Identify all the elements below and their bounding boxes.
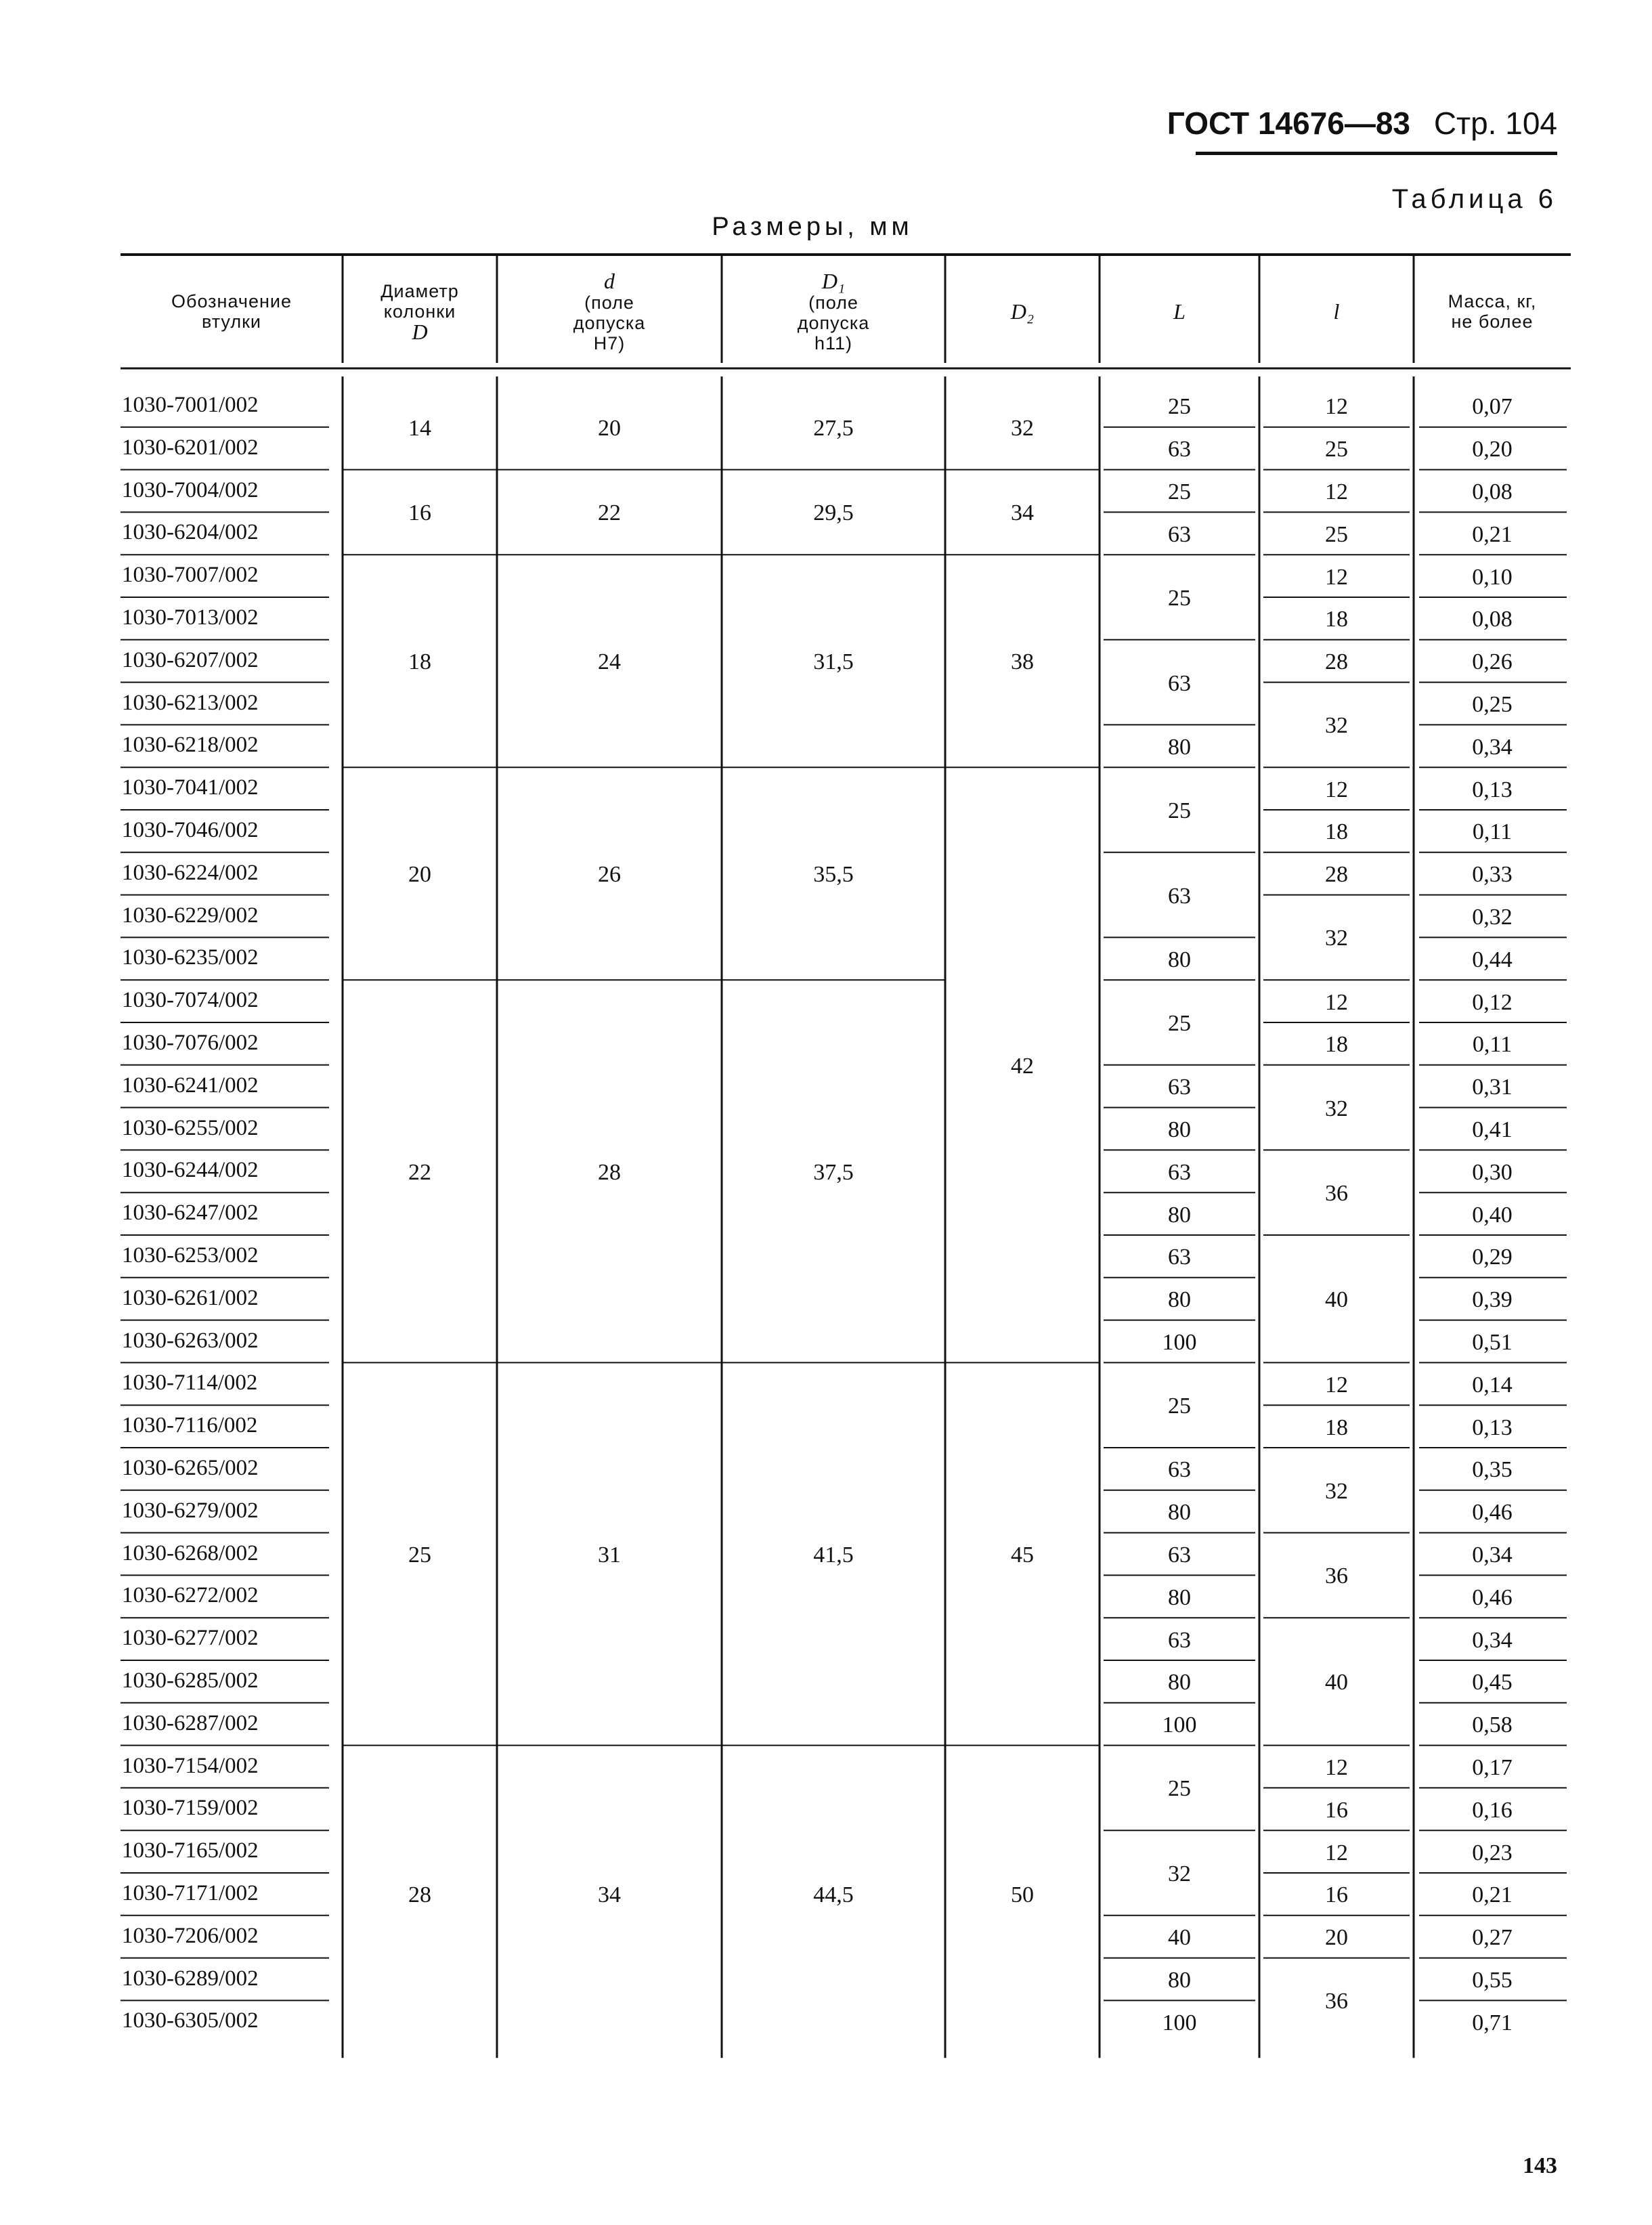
mass-cell: 0,07 — [1472, 394, 1513, 420]
l-cell: 12 — [1325, 479, 1348, 504]
designation-cell: 1030-6224/002 — [122, 860, 259, 885]
mass-cell: 0,12 — [1472, 989, 1513, 1015]
mass-cell: 0,32 — [1472, 905, 1513, 930]
mass-cell: 0,29 — [1472, 1245, 1513, 1270]
mass-cell: 0,21 — [1472, 521, 1513, 547]
D-cell: 18 — [408, 649, 431, 675]
l-cell: 25 — [1325, 437, 1348, 462]
L-cell: 40 — [1168, 1925, 1191, 1951]
mass-cell: 0,11 — [1472, 1032, 1513, 1058]
header-D — [343, 281, 497, 343]
designation-cell: 1030-7001/002 — [122, 393, 259, 417]
designation-cell: 1030-7007/002 — [122, 563, 259, 588]
header-text-line: втулки — [202, 311, 261, 332]
mass-cell: 0,31 — [1472, 1075, 1513, 1100]
l-cell: 18 — [1325, 1414, 1348, 1440]
L-cell: 80 — [1168, 1117, 1191, 1142]
d-cell: 34 — [598, 1882, 621, 1908]
L-cell: 25 — [1168, 479, 1191, 504]
designation-cell: 1030-7013/002 — [122, 605, 259, 630]
L-cell: 63 — [1168, 1542, 1191, 1568]
L-cell: 80 — [1168, 1670, 1191, 1695]
L-cell: 63 — [1168, 1075, 1191, 1100]
designation-cell: 1030-6279/002 — [122, 1498, 259, 1523]
mass-cell: 0,35 — [1472, 1457, 1513, 1483]
designation-cell: 1030-7046/002 — [122, 818, 259, 842]
L-cell: 63 — [1168, 1245, 1191, 1270]
mass-cell: 0,55 — [1472, 1968, 1513, 1993]
header-D2 — [945, 301, 1100, 323]
L-cell: 25 — [1168, 586, 1191, 611]
header-text-line: (поле — [808, 293, 858, 313]
header-text-line: колонки — [383, 301, 456, 322]
mass-cell: 0,10 — [1472, 564, 1513, 590]
header-d — [497, 271, 722, 353]
designation-cell: 1030-6289/002 — [122, 1966, 259, 1991]
header-text-line: (поле — [584, 293, 634, 313]
mass-cell: 0,34 — [1472, 1542, 1513, 1568]
designation-cell: 1030-6218/002 — [122, 733, 259, 758]
header-text-line: h11) — [814, 333, 853, 353]
l-cell: 40 — [1325, 1670, 1348, 1695]
designation-cell: 1030-7041/002 — [122, 775, 259, 800]
D2-cell: 50 — [1011, 1882, 1034, 1908]
designation-cell: 1030-6285/002 — [122, 1668, 259, 1693]
table-label: Таблица 6 — [1391, 184, 1557, 214]
header-text-line: D₂ — [1010, 299, 1035, 324]
L-cell: 63 — [1168, 437, 1191, 462]
mass-cell: 0,71 — [1472, 2010, 1513, 2035]
D1-cell: 31,5 — [813, 649, 854, 675]
designation-cell: 1030-6213/002 — [122, 690, 259, 715]
l-cell: 12 — [1325, 989, 1348, 1015]
L-cell: 80 — [1168, 1968, 1191, 1993]
l-cell: 28 — [1325, 649, 1348, 675]
mass-cell: 0,25 — [1472, 692, 1513, 717]
header-L — [1100, 301, 1259, 323]
l-cell: 18 — [1325, 819, 1348, 845]
D-cell: 16 — [408, 500, 431, 526]
designation-cell: 1030-7159/002 — [122, 1796, 259, 1821]
l-cell: 16 — [1325, 1882, 1348, 1908]
l-cell: 16 — [1325, 1797, 1348, 1823]
l-cell: 36 — [1325, 1181, 1348, 1207]
designation-cell: 1030-7206/002 — [122, 1923, 259, 1948]
header-text-line: l — [1333, 299, 1340, 324]
designation-cell: 1030-7154/002 — [122, 1753, 259, 1778]
header-text-line: Обозначение — [171, 291, 292, 311]
mass-cell: 0,14 — [1472, 1372, 1513, 1398]
page-number: 143 — [1523, 2153, 1557, 2178]
designation-cell: 1030-6287/002 — [122, 1710, 259, 1735]
header-text-line: не более — [1451, 311, 1534, 332]
designation-cell: 1030-6235/002 — [122, 945, 259, 970]
d-cell: 31 — [598, 1542, 621, 1568]
mass-cell: 0,44 — [1472, 947, 1513, 972]
L-cell: 63 — [1168, 521, 1191, 547]
L-cell: 32 — [1168, 1861, 1191, 1886]
standard-number: ГОСТ 14676—83 — [1167, 106, 1411, 141]
l-cell: 12 — [1325, 394, 1348, 420]
mass-cell: 0,23 — [1472, 1840, 1513, 1865]
L-cell: 80 — [1168, 947, 1191, 972]
l-cell: 12 — [1325, 1372, 1348, 1398]
mass-cell: 0,51 — [1472, 1330, 1513, 1355]
L-cell: 63 — [1168, 883, 1191, 909]
L-cell: 25 — [1168, 1776, 1191, 1802]
designation-cell: 1030-6207/002 — [122, 647, 259, 672]
designation-cell: 1030-7171/002 — [122, 1881, 259, 1905]
D2-cell: 34 — [1011, 500, 1034, 526]
units-label: Размеры, мм — [712, 213, 913, 241]
designation-cell: 1030-7074/002 — [122, 988, 259, 1013]
header-text-line: допуска — [573, 313, 646, 333]
mass-cell: 0,13 — [1472, 777, 1513, 802]
designation-cell: 1030-6244/002 — [122, 1158, 259, 1183]
L-cell: 100 — [1162, 1330, 1197, 1355]
header-text-line: D₁ — [821, 269, 846, 293]
mass-cell: 0,08 — [1472, 607, 1513, 632]
mass-cell: 0,30 — [1472, 1159, 1513, 1185]
mass-cell: 0,46 — [1472, 1584, 1513, 1610]
l-cell: 12 — [1325, 777, 1348, 802]
l-cell: 12 — [1325, 564, 1348, 590]
l-cell: 28 — [1325, 862, 1348, 888]
designation-cell: 1030-7165/002 — [122, 1838, 259, 1863]
L-cell: 80 — [1168, 734, 1191, 760]
designation-cell: 1030-6263/002 — [122, 1328, 259, 1353]
mass-cell: 0,41 — [1472, 1117, 1513, 1142]
d-cell: 20 — [598, 415, 621, 441]
l-cell: 40 — [1325, 1287, 1348, 1313]
mass-cell: 0,20 — [1472, 437, 1513, 462]
L-cell: 63 — [1168, 1457, 1191, 1483]
header-text-line: H7) — [593, 333, 626, 353]
L-cell: 80 — [1168, 1202, 1191, 1228]
d-cell: 26 — [598, 862, 621, 888]
header-text-line: Диаметр — [381, 281, 459, 301]
header-l — [1259, 301, 1414, 323]
designation-cell: 1030-6253/002 — [122, 1243, 259, 1268]
D1-cell: 44,5 — [813, 1882, 854, 1908]
L-cell: 63 — [1168, 1627, 1191, 1653]
L-cell: 80 — [1168, 1584, 1191, 1610]
d-cell: 22 — [598, 500, 621, 526]
D2-cell: 42 — [1011, 1053, 1034, 1079]
d-cell: 24 — [598, 649, 621, 675]
L-cell: 25 — [1168, 1394, 1191, 1419]
D-cell: 25 — [408, 1542, 431, 1568]
l-cell: 12 — [1325, 1755, 1348, 1780]
l-cell: 18 — [1325, 1032, 1348, 1058]
L-cell: 63 — [1168, 1159, 1191, 1185]
L-cell: 25 — [1168, 394, 1191, 420]
L-cell: 63 — [1168, 670, 1191, 696]
mass-cell: 0,33 — [1472, 862, 1513, 888]
D-cell: 22 — [408, 1159, 431, 1185]
header-text-line: допуска — [797, 313, 870, 333]
D1-cell: 41,5 — [813, 1542, 854, 1568]
mass-cell: 0,08 — [1472, 479, 1513, 504]
designation-cell: 1030-7116/002 — [122, 1413, 258, 1438]
l-cell: 32 — [1325, 1478, 1348, 1504]
header-text-line: Масса, кг, — [1448, 291, 1537, 311]
header-text-line: L — [1173, 299, 1186, 324]
mass-cell: 0,45 — [1472, 1670, 1513, 1695]
mass-cell: 0,21 — [1472, 1882, 1513, 1908]
designation-cell: 1030-6265/002 — [122, 1456, 259, 1480]
mass-cell: 0,13 — [1472, 1414, 1513, 1440]
page-label: Стр. 104 — [1433, 106, 1557, 141]
l-cell: 32 — [1325, 926, 1348, 951]
mass-cell: 0,27 — [1472, 1925, 1513, 1951]
designation-cell: 1030-6204/002 — [122, 520, 259, 545]
L-cell: 80 — [1168, 1287, 1191, 1313]
mass-cell: 0,17 — [1472, 1755, 1513, 1780]
D2-cell: 32 — [1011, 415, 1034, 441]
designation-cell: 1030-7114/002 — [122, 1370, 258, 1396]
designation-cell: 1030-6305/002 — [122, 2008, 259, 2033]
designation-cell: 1030-6247/002 — [122, 1201, 259, 1226]
designation-cell: 1030-6261/002 — [122, 1285, 259, 1310]
D1-cell: 29,5 — [813, 500, 854, 526]
l-cell: 25 — [1325, 521, 1348, 547]
L-cell: 100 — [1162, 2010, 1197, 2035]
designation-cell: 1030-6277/002 — [122, 1626, 259, 1651]
L-cell: 25 — [1168, 798, 1191, 823]
mass-cell: 0,58 — [1472, 1712, 1513, 1738]
mass-cell: 0,40 — [1472, 1202, 1513, 1228]
designation-cell: 1030-6241/002 — [122, 1073, 259, 1098]
l-cell: 18 — [1325, 607, 1348, 632]
l-cell: 12 — [1325, 1840, 1348, 1865]
mass-cell: 0,46 — [1472, 1500, 1513, 1526]
mass-cell: 0,39 — [1472, 1287, 1513, 1313]
header-mass — [1414, 291, 1571, 332]
l-cell: 32 — [1325, 1096, 1348, 1121]
L-cell: 80 — [1168, 1500, 1191, 1526]
designation-cell: 1030-7076/002 — [122, 1031, 259, 1055]
D1-cell: 37,5 — [813, 1159, 854, 1185]
header-D1 — [722, 271, 945, 353]
d-cell: 28 — [598, 1159, 621, 1185]
mass-cell: 0,16 — [1472, 1797, 1513, 1823]
D2-cell: 45 — [1011, 1542, 1034, 1568]
header-text-line: D — [412, 320, 428, 344]
D-cell: 28 — [408, 1882, 431, 1908]
mass-cell: 0,26 — [1472, 649, 1513, 675]
D-cell: 20 — [408, 862, 431, 888]
header-text-line: d — [604, 269, 615, 293]
L-cell: 25 — [1168, 1011, 1191, 1036]
designation-cell: 1030-6255/002 — [122, 1115, 259, 1140]
designation-cell: 1030-6201/002 — [122, 435, 259, 460]
l-cell: 20 — [1325, 1925, 1348, 1951]
mass-cell: 0,34 — [1472, 1627, 1513, 1653]
l-cell: 32 — [1325, 713, 1348, 739]
D-cell: 14 — [408, 415, 431, 441]
L-cell: 100 — [1162, 1712, 1197, 1738]
D2-cell: 38 — [1011, 649, 1034, 675]
designation-cell: 1030-6268/002 — [122, 1540, 259, 1565]
D1-cell: 27,5 — [813, 415, 854, 441]
l-cell: 36 — [1325, 1989, 1348, 2014]
D1-cell: 35,5 — [813, 862, 854, 888]
l-cell: 36 — [1325, 1563, 1348, 1589]
header-designation — [121, 291, 343, 332]
designation-cell: 1030-7004/002 — [122, 477, 259, 502]
mass-cell: 0,34 — [1472, 734, 1513, 760]
designation-cell: 1030-6272/002 — [122, 1583, 259, 1608]
mass-cell: 0,11 — [1472, 819, 1513, 845]
designation-cell: 1030-6229/002 — [122, 903, 259, 928]
